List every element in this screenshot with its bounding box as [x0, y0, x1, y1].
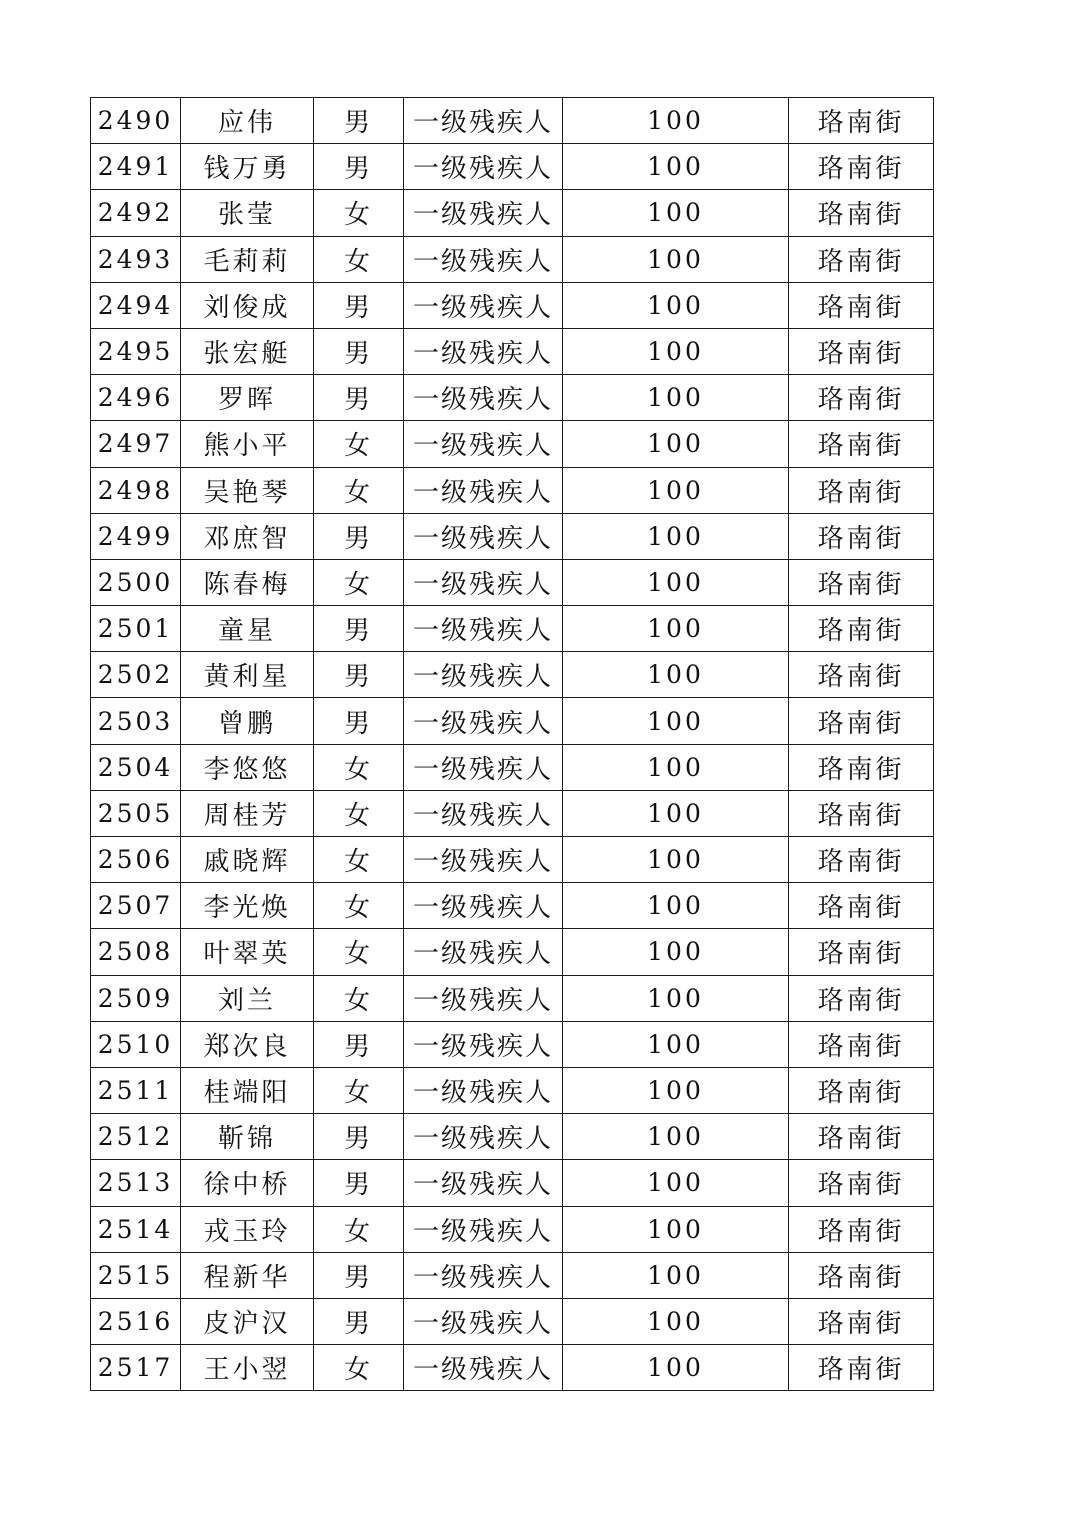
row-number-cell: 2510	[91, 1021, 181, 1067]
name-cell: 徐中桥	[181, 1160, 314, 1206]
gender-cell: 男	[314, 1021, 404, 1067]
row-number-cell: 2491	[91, 144, 181, 190]
name-cell: 戚晓辉	[181, 837, 314, 883]
amount-cell: 100	[563, 375, 789, 421]
table-row	[91, 652, 934, 698]
street-cell: 珞南街	[789, 190, 934, 236]
row-number-cell: 2514	[91, 1206, 181, 1252]
disability-level-cell: 一级残疾人	[404, 1160, 563, 1206]
table-row	[91, 744, 934, 790]
row-number-cell: 2503	[91, 698, 181, 744]
disability-level-cell: 一级残疾人	[404, 559, 563, 605]
disability-level-cell: 一级残疾人	[404, 1206, 563, 1252]
street-cell: 珞南街	[789, 975, 934, 1021]
table-row	[91, 1021, 934, 1067]
amount-cell: 100	[563, 467, 789, 513]
street-cell: 珞南街	[789, 1067, 934, 1113]
name-cell: 桂端阳	[181, 1067, 314, 1113]
amount-cell: 100	[563, 929, 789, 975]
gender-cell: 男	[314, 98, 404, 144]
amount-cell: 100	[563, 1298, 789, 1344]
name-cell: 李悠悠	[181, 744, 314, 790]
name-cell: 钱万勇	[181, 144, 314, 190]
row-number-cell: 2505	[91, 790, 181, 836]
street-cell: 珞南街	[789, 98, 934, 144]
street-cell: 珞南街	[789, 837, 934, 883]
table-row	[91, 282, 934, 328]
table-row	[91, 1252, 934, 1298]
amount-cell: 100	[563, 744, 789, 790]
table-row	[91, 698, 934, 744]
disability-level-cell: 一级残疾人	[404, 236, 563, 282]
gender-cell: 男	[314, 375, 404, 421]
amount-cell: 100	[563, 1114, 789, 1160]
name-cell: 应伟	[181, 98, 314, 144]
amount-cell: 100	[563, 328, 789, 374]
row-number-cell: 2504	[91, 744, 181, 790]
street-cell: 珞南街	[789, 1114, 934, 1160]
gender-cell: 男	[314, 328, 404, 374]
name-cell: 吴艳琴	[181, 467, 314, 513]
recipient-table	[90, 97, 934, 1391]
table-row	[91, 1067, 934, 1113]
row-number-cell: 2512	[91, 1114, 181, 1160]
gender-cell: 男	[314, 282, 404, 328]
row-number-cell: 2499	[91, 513, 181, 559]
street-cell: 珞南街	[789, 328, 934, 374]
gender-cell: 女	[314, 837, 404, 883]
gender-cell: 女	[314, 883, 404, 929]
disability-level-cell: 一级残疾人	[404, 328, 563, 374]
gender-cell: 女	[314, 744, 404, 790]
row-number-cell: 2511	[91, 1067, 181, 1113]
disability-level-cell: 一级残疾人	[404, 1252, 563, 1298]
row-number-cell: 2509	[91, 975, 181, 1021]
table-row	[91, 144, 934, 190]
table-row	[91, 190, 934, 236]
table-row	[91, 513, 934, 559]
amount-cell: 100	[563, 652, 789, 698]
street-cell: 珞南街	[789, 559, 934, 605]
street-cell: 珞南街	[789, 236, 934, 282]
street-cell: 珞南街	[789, 421, 934, 467]
name-cell: 皮沪汉	[181, 1298, 314, 1344]
amount-cell: 100	[563, 883, 789, 929]
disability-level-cell: 一级残疾人	[404, 790, 563, 836]
row-number-cell: 2490	[91, 98, 181, 144]
gender-cell: 女	[314, 1067, 404, 1113]
name-cell: 张宏艇	[181, 328, 314, 374]
disability-level-cell: 一级残疾人	[404, 1345, 563, 1391]
row-number-cell: 2493	[91, 236, 181, 282]
row-number-cell: 2494	[91, 282, 181, 328]
disability-level-cell: 一级残疾人	[404, 975, 563, 1021]
row-number-cell: 2517	[91, 1345, 181, 1391]
table-body	[91, 98, 934, 1391]
table-row	[91, 1298, 934, 1344]
row-number-cell: 2496	[91, 375, 181, 421]
row-number-cell: 2506	[91, 837, 181, 883]
disability-level-cell: 一级残疾人	[404, 837, 563, 883]
name-cell: 李光焕	[181, 883, 314, 929]
gender-cell: 女	[314, 559, 404, 605]
table-row	[91, 837, 934, 883]
table-row	[91, 328, 934, 374]
disability-level-cell: 一级残疾人	[404, 513, 563, 559]
gender-cell: 男	[314, 1298, 404, 1344]
amount-cell: 100	[563, 1345, 789, 1391]
disability-level-cell: 一级残疾人	[404, 652, 563, 698]
street-cell: 珞南街	[789, 1206, 934, 1252]
name-cell: 周桂芳	[181, 790, 314, 836]
gender-cell: 女	[314, 790, 404, 836]
name-cell: 张莹	[181, 190, 314, 236]
disability-level-cell: 一级残疾人	[404, 467, 563, 513]
name-cell: 刘兰	[181, 975, 314, 1021]
row-number-cell: 2500	[91, 559, 181, 605]
amount-cell: 100	[563, 98, 789, 144]
row-number-cell: 2502	[91, 652, 181, 698]
amount-cell: 100	[563, 606, 789, 652]
table-row	[91, 1206, 934, 1252]
table-row	[91, 421, 934, 467]
table-row	[91, 1114, 934, 1160]
street-cell: 珞南街	[789, 744, 934, 790]
disability-level-cell: 一级残疾人	[404, 190, 563, 236]
gender-cell: 男	[314, 1114, 404, 1160]
street-cell: 珞南街	[789, 513, 934, 559]
table-row	[91, 1160, 934, 1206]
amount-cell: 100	[563, 1160, 789, 1206]
gender-cell: 女	[314, 1345, 404, 1391]
gender-cell: 男	[314, 652, 404, 698]
gender-cell: 女	[314, 421, 404, 467]
row-number-cell: 2515	[91, 1252, 181, 1298]
row-number-cell: 2501	[91, 606, 181, 652]
street-cell: 珞南街	[789, 606, 934, 652]
gender-cell: 男	[314, 1160, 404, 1206]
amount-cell: 100	[563, 698, 789, 744]
disability-level-cell: 一级残疾人	[404, 282, 563, 328]
row-number-cell: 2495	[91, 328, 181, 374]
table-row	[91, 559, 934, 605]
table-row	[91, 375, 934, 421]
table-row	[91, 883, 934, 929]
row-number-cell: 2508	[91, 929, 181, 975]
disability-level-cell: 一级残疾人	[404, 144, 563, 190]
table-row	[91, 98, 934, 144]
street-cell: 珞南街	[789, 652, 934, 698]
name-cell: 罗晖	[181, 375, 314, 421]
disability-level-cell: 一级残疾人	[404, 98, 563, 144]
table-row	[91, 790, 934, 836]
name-cell: 陈春梅	[181, 559, 314, 605]
street-cell: 珞南街	[789, 1252, 934, 1298]
amount-cell: 100	[563, 236, 789, 282]
street-cell: 珞南街	[789, 144, 934, 190]
name-cell: 黄利星	[181, 652, 314, 698]
name-cell: 程新华	[181, 1252, 314, 1298]
gender-cell: 男	[314, 144, 404, 190]
amount-cell: 100	[563, 1067, 789, 1113]
amount-cell: 100	[563, 975, 789, 1021]
amount-cell: 100	[563, 559, 789, 605]
amount-cell: 100	[563, 190, 789, 236]
amount-cell: 100	[563, 837, 789, 883]
name-cell: 戎玉玲	[181, 1206, 314, 1252]
disability-level-cell: 一级残疾人	[404, 1114, 563, 1160]
row-number-cell: 2516	[91, 1298, 181, 1344]
street-cell: 珞南街	[789, 1160, 934, 1206]
row-number-cell: 2498	[91, 467, 181, 513]
name-cell: 曾鹏	[181, 698, 314, 744]
name-cell: 靳锦	[181, 1114, 314, 1160]
disability-level-cell: 一级残疾人	[404, 883, 563, 929]
amount-cell: 100	[563, 790, 789, 836]
table-row	[91, 236, 934, 282]
street-cell: 珞南街	[789, 698, 934, 744]
name-cell: 熊小平	[181, 421, 314, 467]
gender-cell: 男	[314, 606, 404, 652]
row-number-cell: 2513	[91, 1160, 181, 1206]
name-cell: 童星	[181, 606, 314, 652]
disability-level-cell: 一级残疾人	[404, 1298, 563, 1344]
gender-cell: 女	[314, 467, 404, 513]
street-cell: 珞南街	[789, 467, 934, 513]
disability-level-cell: 一级残疾人	[404, 375, 563, 421]
gender-cell: 女	[314, 975, 404, 1021]
gender-cell: 男	[314, 698, 404, 744]
street-cell: 珞南街	[789, 883, 934, 929]
disability-level-cell: 一级残疾人	[404, 606, 563, 652]
row-number-cell: 2507	[91, 883, 181, 929]
table-row	[91, 606, 934, 652]
gender-cell: 男	[314, 513, 404, 559]
name-cell: 叶翠英	[181, 929, 314, 975]
row-number-cell: 2492	[91, 190, 181, 236]
amount-cell: 100	[563, 1252, 789, 1298]
street-cell: 珞南街	[789, 1345, 934, 1391]
gender-cell: 女	[314, 236, 404, 282]
street-cell: 珞南街	[789, 375, 934, 421]
row-number-cell: 2497	[91, 421, 181, 467]
name-cell: 刘俊成	[181, 282, 314, 328]
amount-cell: 100	[563, 1021, 789, 1067]
name-cell: 邓庶智	[181, 513, 314, 559]
street-cell: 珞南街	[789, 282, 934, 328]
table-row	[91, 467, 934, 513]
table-row	[91, 975, 934, 1021]
amount-cell: 100	[563, 513, 789, 559]
disability-level-cell: 一级残疾人	[404, 1021, 563, 1067]
disability-level-cell: 一级残疾人	[404, 929, 563, 975]
gender-cell: 女	[314, 929, 404, 975]
disability-level-cell: 一级残疾人	[404, 744, 563, 790]
street-cell: 珞南街	[789, 1298, 934, 1344]
table-row	[91, 929, 934, 975]
name-cell: 郑次良	[181, 1021, 314, 1067]
table-row	[91, 1345, 934, 1391]
name-cell: 王小翌	[181, 1345, 314, 1391]
amount-cell: 100	[563, 1206, 789, 1252]
gender-cell: 男	[314, 1252, 404, 1298]
disability-level-cell: 一级残疾人	[404, 421, 563, 467]
disability-level-cell: 一级残疾人	[404, 698, 563, 744]
amount-cell: 100	[563, 144, 789, 190]
disability-level-cell: 一级残疾人	[404, 1067, 563, 1113]
name-cell: 毛莉莉	[181, 236, 314, 282]
gender-cell: 女	[314, 1206, 404, 1252]
gender-cell: 女	[314, 190, 404, 236]
amount-cell: 100	[563, 282, 789, 328]
street-cell: 珞南街	[789, 929, 934, 975]
street-cell: 珞南街	[789, 790, 934, 836]
amount-cell: 100	[563, 421, 789, 467]
street-cell: 珞南街	[789, 1021, 934, 1067]
